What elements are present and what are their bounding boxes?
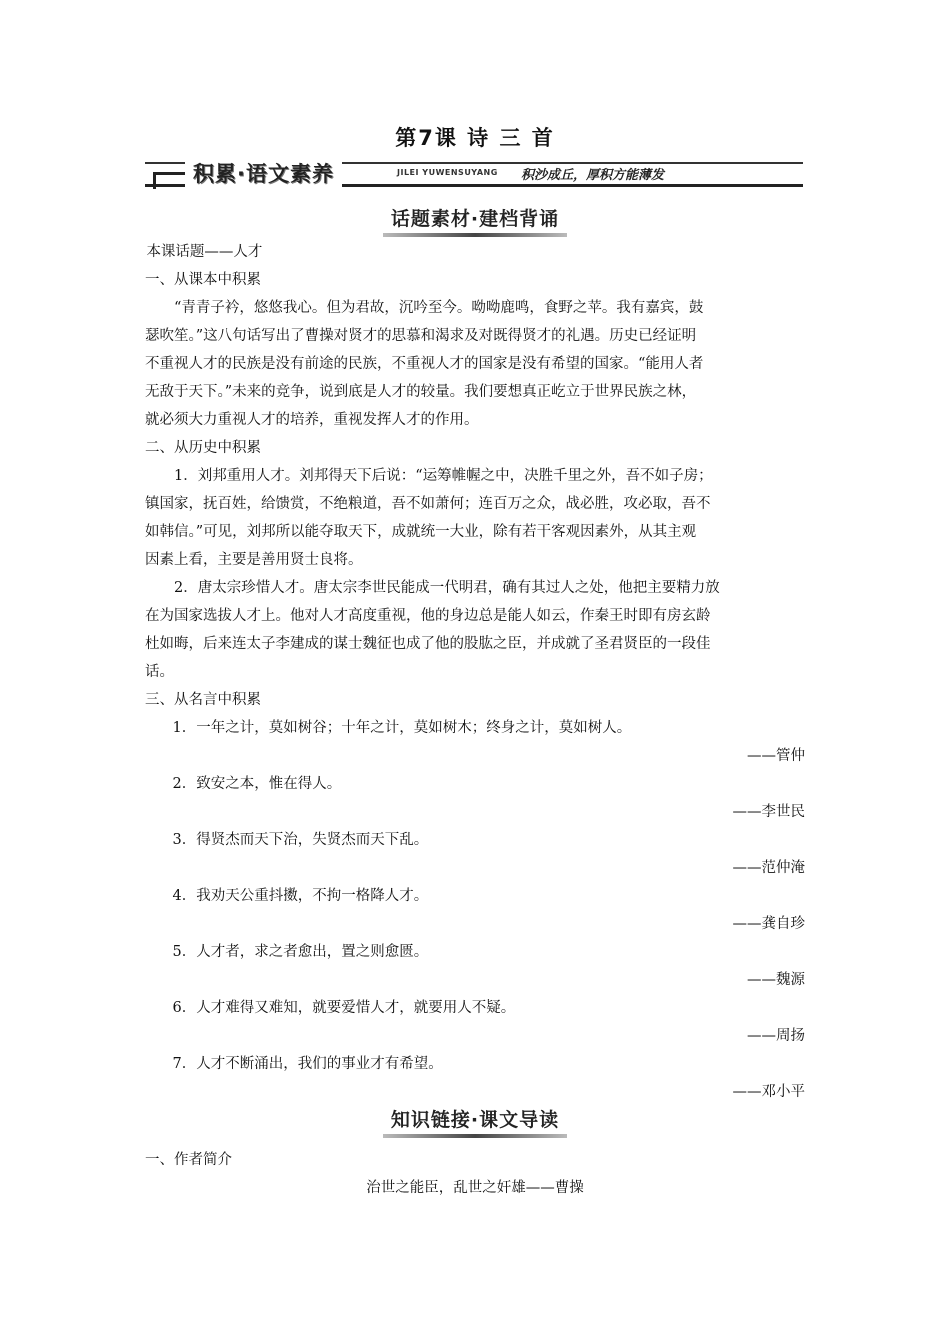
section-heading-label: 话题素材·建档背诵 (383, 202, 567, 237)
quote-text: 5．人才者，求之者愈出，置之则愈匮。 (172, 944, 429, 960)
part1-heading: 一、从课本中积累 (145, 272, 261, 288)
quote-text: 6．人才难得又难知，就要爱惜人才，就要用人不疑。 (172, 1000, 516, 1016)
paragraph-line: 无敌于天下。”未来的竞争，说到底是人才的较量。我们要想真正屹立于世界民族之林， (145, 384, 697, 400)
banner-pinyin: JILEI YUWENSUYANG (391, 168, 504, 177)
paragraph-line: 1．刘邦重用人才。刘邦得天下后说：“运筹帷幄之中，决胜千里之外，吾不如子房； (174, 468, 713, 484)
section-heading-knowledge (0, 1103, 950, 1138)
quote-author: ——龚自珍 (732, 916, 805, 932)
section-heading-materials (0, 202, 950, 237)
section-banner (145, 160, 803, 188)
part4-heading: 一、作者简介 (145, 1152, 232, 1168)
paragraph-line: 话。 (145, 664, 174, 680)
paragraph-line: “青青子衿，悠悠我心。但为君故，沉吟至今。呦呦鹿鸣，食野之苹。我有嘉宾，鼓 (174, 300, 704, 316)
paragraph-line: 如韩信。”可见，刘邦所以能夺取天下，成就统一大业，除有若干客观因素外，从其主观 (145, 524, 697, 540)
banner-motto: 积沙成丘，厚积方能薄发 (515, 164, 670, 183)
quote-text: 7．人才不断涌出，我们的事业才有希望。 (172, 1056, 443, 1072)
quote-author: ——魏源 (747, 972, 805, 988)
topic-line: 本课话题——人才 (146, 244, 263, 260)
banner-title: 积累·语文素养 (185, 160, 342, 188)
paragraph-line: 在为国家选拔人才上。他对人才高度重视，他的身边总是能人如云，作秦王时即有房玄龄 (145, 608, 711, 624)
quote-text: 3．得贤杰而天下治，失贤杰而天下乱。 (172, 832, 429, 848)
quote-author: ——管仲 (747, 748, 805, 764)
part3-heading: 三、从名言中积累 (145, 692, 261, 708)
quote-author: ——李世民 (732, 804, 805, 820)
quote-author: ——邓小平 (732, 1084, 805, 1100)
quote-text: 4．我劝天公重抖擞，不拘一格降人才。 (172, 888, 429, 904)
paragraph-line: 不重视人才的民族是没有前途的民族，不重视人才的国家是没有希望的国家。“能用人者 (145, 356, 704, 372)
quote-author: ——周扬 (747, 1028, 805, 1044)
body-section-1 (145, 238, 805, 1106)
paragraph-line: 因素上看，主要是善用贤士良将。 (145, 552, 363, 568)
quote-author: ——范仲淹 (732, 860, 805, 876)
paragraph-line: 2．唐太宗珍惜人才。唐太宗李世民能成一代明君，确有其过人之处，他把主要精力放 (174, 580, 720, 596)
quote-text: 1．一年之计，莫如树谷；十年之计，莫如树木；终身之计，莫如树人。 (172, 720, 632, 736)
part2-heading: 二、从历史中积累 (145, 440, 261, 456)
paragraph-line: 瑟吹笙。”这八句话写出了曹操对贤才的思慕和渴求及对既得贤才的礼遇。历史已经证明 (145, 328, 697, 344)
paragraph-line: 杜如晦，后来连太子李建成的谋士魏征也成了他的股肱之臣，并成就了圣君贤臣的一段佳 (145, 636, 711, 652)
banner-hook-decoration (153, 172, 186, 189)
body-section-2 (145, 1146, 805, 1202)
author-subtitle: 治世之能臣，乱世之奸雄——曹操 (366, 1180, 584, 1196)
quote-text: 2．致安之本，惟在得人。 (172, 776, 342, 792)
paragraph-line: 就必须大力重视人才的培养，重视发挥人才的作用。 (145, 412, 479, 428)
section-heading-label: 知识链接·课文导读 (383, 1103, 567, 1138)
paragraph-line: 镇国家，抚百姓，给馈赏，不绝粮道，吾不如萧何；连百万之众，战必胜，攻必取，吾不 (145, 496, 711, 512)
lesson-title: 第7课 诗 三 首 (395, 126, 555, 150)
